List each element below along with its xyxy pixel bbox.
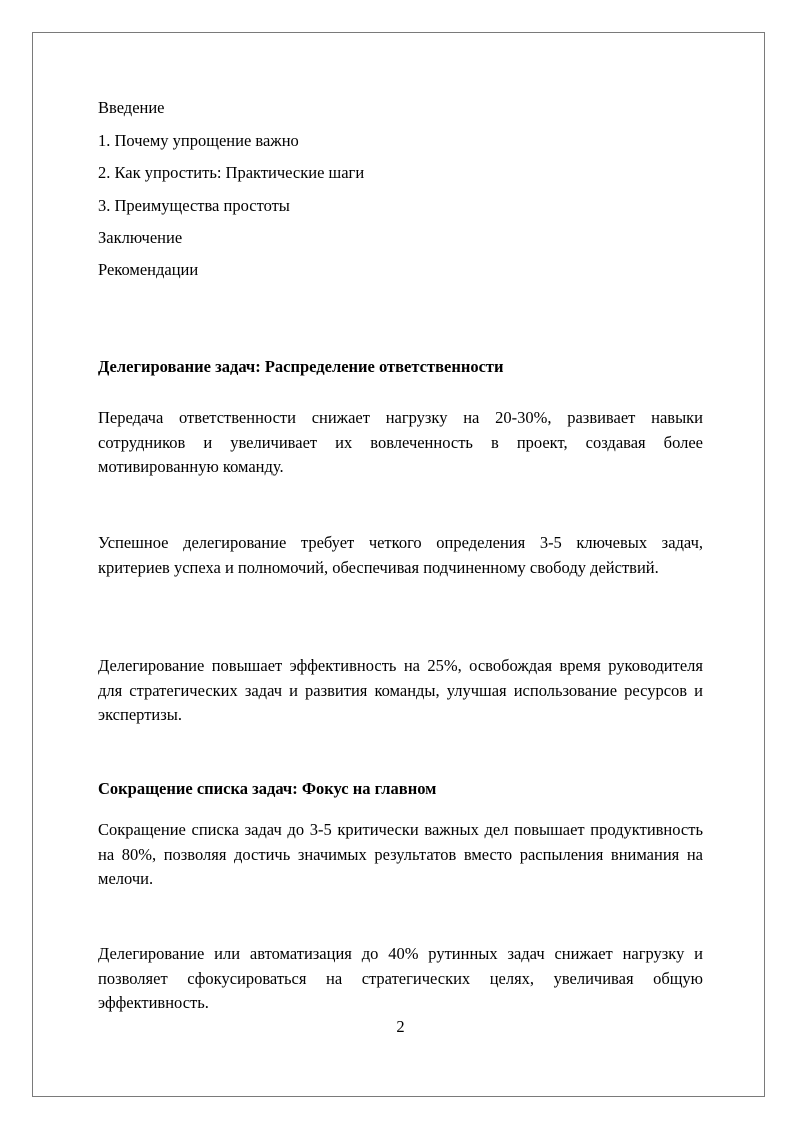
page-number: 2: [396, 1017, 405, 1036]
section-heading-task-list: Сокращение списка задач: Фокус на главном: [98, 779, 437, 798]
paragraph: Передача ответственности снижает нагрузку на 20-30%, развивает навыки сотрудников и увеличивает их вовлеченность в проект, создавая более мотивированную команду.: [98, 408, 703, 476]
toc-item-conclusion: Заключение: [98, 228, 183, 247]
paragraph: Делегирование или автоматизация до 40% рутинных задач снижает нагрузку и позволяет сфокусироваться на стратегических целях, увеличивая общую эффективность.: [98, 944, 703, 1012]
section-heading-delegation: Делегирование задач: Распределение ответственности: [98, 357, 504, 376]
toc-item-2: 2. Как упростить: Практические шаги: [98, 163, 365, 182]
document-page: [32, 32, 765, 1097]
toc-item-1: 1. Почему упрощение важно: [98, 131, 299, 150]
paragraph: Сокращение списка задач до 3-5 критически важных дел повышает продуктивность на 80%, позволяя достичь значимых результатов вместо распыления внимания на мелочи.: [98, 820, 703, 888]
toc-item-3: 3. Преимущества простоты: [98, 196, 290, 215]
paragraph: Делегирование повышает эффективность на 25%, освобождая время руководителя для стратегических задач и развития команды, улучшая использование ресурсов и экспертизы.: [98, 656, 703, 724]
toc-item-introduction: Введение: [98, 98, 165, 117]
toc-item-recommendations: Рекомендации: [98, 260, 199, 279]
paragraph: Успешное делегирование требует четкого определения 3-5 ключевых задач, критериев успеха и полномочий, обеспечивая подчиненному свободу действий.: [98, 533, 703, 577]
